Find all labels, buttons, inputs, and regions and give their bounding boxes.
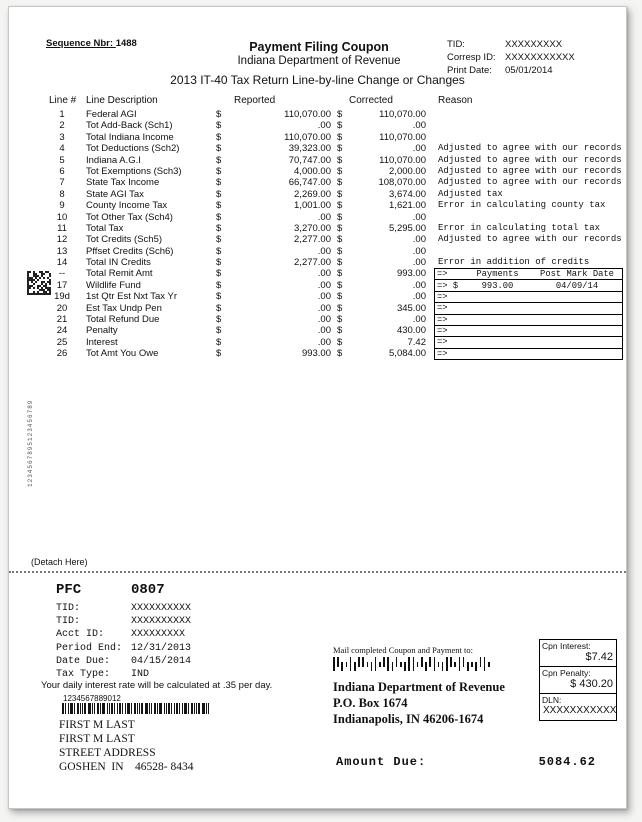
cell-description: Tot Credits (Sch5) xyxy=(86,234,163,246)
cell-line-num: 19d xyxy=(54,291,70,303)
cell-reported: .00 xyxy=(317,120,331,132)
arrow-icon: => xyxy=(437,303,448,314)
coupon-field-row xyxy=(56,602,191,615)
sequence-number xyxy=(46,38,137,49)
coupon-field-label: TID: xyxy=(56,616,81,628)
mail-instruction: Mail completed Coupon and Payment to: xyxy=(333,645,473,655)
cell-corrected: .00 xyxy=(412,279,426,291)
table-row xyxy=(9,200,626,211)
cell-currency: $ xyxy=(337,131,343,143)
coupon-field-label: Tax Type: xyxy=(56,669,111,681)
perforation-line xyxy=(9,571,626,573)
payments-column-header: Payments xyxy=(476,269,519,280)
cell-corrected: 110,070.00 xyxy=(379,131,426,143)
cell-corrected: 5,084.00 xyxy=(389,348,426,360)
cell-reason: Error in calculating county tax xyxy=(438,200,606,211)
cell-description: Tot Add-Back (Sch1) xyxy=(86,120,173,132)
cell-line-num: 25 xyxy=(56,336,68,348)
cell-currency: $ xyxy=(216,165,222,177)
cell-corrected: .00 xyxy=(412,257,426,269)
cell-currency: $ xyxy=(216,268,222,280)
payments-box-empty-row xyxy=(435,349,622,359)
cell-currency: $ xyxy=(337,143,343,155)
cell-description: State Tax Income xyxy=(86,177,160,189)
cell-currency: $ xyxy=(337,188,343,200)
cell-reported: 70,747.00 xyxy=(288,154,331,166)
box-label: Cpn Interest: xyxy=(542,641,591,651)
table-row xyxy=(9,257,626,268)
meta-label: TID: xyxy=(447,39,465,50)
cell-line-num: 17 xyxy=(56,279,68,291)
cell-currency: $ xyxy=(337,177,343,189)
cell-corrected: .00 xyxy=(412,245,426,257)
datamatrix-barcode-icon xyxy=(27,271,53,297)
payment-amount: 993.00 xyxy=(481,280,514,291)
coupon-field-value: IND xyxy=(131,669,150,681)
document-header xyxy=(149,40,489,68)
table-row xyxy=(9,223,626,234)
cell-description: Tot Amt You Owe xyxy=(86,348,159,360)
column-reason: Reason xyxy=(438,95,473,106)
cell-reported: .00 xyxy=(317,336,331,348)
cell-currency: $ xyxy=(337,234,343,246)
meta-value: XXXXXXXXXXX xyxy=(505,52,575,63)
cell-currency: $ xyxy=(337,279,343,291)
table-row xyxy=(9,120,626,131)
table-row xyxy=(9,132,626,143)
column-corrected: Corrected xyxy=(349,95,393,106)
cell-currency: $ xyxy=(337,109,343,120)
margin-sequence-number: 1234567895123456789 xyxy=(27,399,34,487)
header-meta-row xyxy=(447,51,575,64)
cell-line-num: 5 xyxy=(59,154,65,166)
cell-currency: $ xyxy=(216,257,222,269)
cell-currency: $ xyxy=(216,279,222,291)
address-line: FIRST M LAST xyxy=(59,719,135,731)
box-value: $7.42 xyxy=(585,651,613,663)
cell-description: Tot Exemptions (Sch3) xyxy=(86,165,182,177)
postmark-date: 04/09/14 xyxy=(555,280,599,291)
cell-currency: $ xyxy=(216,302,222,314)
cell-line-num: 8 xyxy=(59,188,65,200)
cell-description: Indiana A.G.I xyxy=(86,154,141,166)
cell-currency: $ xyxy=(216,211,222,223)
cell-line-num: 13 xyxy=(56,245,68,257)
postal-barcode-icon xyxy=(333,657,493,671)
mail-to-line: Indianapolis, IN 46206-1674 xyxy=(333,712,484,726)
table-row xyxy=(9,189,626,200)
cell-reported: .00 xyxy=(317,245,331,257)
table-row xyxy=(9,212,626,223)
cell-currency: $ xyxy=(337,314,343,326)
cell-reason: Adjusted to agree with our records xyxy=(438,234,622,245)
payments-box-empty-row xyxy=(435,303,622,314)
coupon-amount-box xyxy=(539,693,617,721)
cell-description: Federal AGI xyxy=(86,109,137,120)
cell-currency: $ xyxy=(216,154,222,166)
cell-currency: $ xyxy=(337,336,343,348)
coupon-fields xyxy=(56,602,191,681)
cell-currency: $ xyxy=(216,188,222,200)
arrow-icon: => xyxy=(437,314,448,325)
cell-corrected: 430.00 xyxy=(396,325,426,337)
cell-reported: .00 xyxy=(317,314,331,326)
cell-reported: 1,001.00 xyxy=(294,200,331,212)
sequence-value: 1488 xyxy=(115,38,137,49)
cell-corrected: 1,621.00 xyxy=(389,200,426,212)
coupon-field-row xyxy=(56,628,191,641)
cell-line-num: 10 xyxy=(56,211,68,223)
coupon-field-value: XXXXXXXXXX xyxy=(131,603,192,614)
coupon-field-value: XXXXXXXXXX xyxy=(131,616,192,628)
mail-to-line: Indiana Department of Revenue xyxy=(333,680,505,694)
cell-description: County Income Tax xyxy=(86,200,168,212)
cell-line-num: 26 xyxy=(56,348,68,360)
arrow-icon: => xyxy=(437,291,448,302)
cell-currency: $ xyxy=(337,325,343,337)
cell-reason: Adjusted to agree with our records xyxy=(438,165,622,176)
payments-box-empty-row xyxy=(435,315,622,326)
document-heading: 2013 IT-40 Tax Return Line-by-line Change or Changes xyxy=(170,73,465,87)
cell-corrected: .00 xyxy=(412,211,426,223)
cell-currency: $ xyxy=(337,257,343,269)
table-row xyxy=(9,109,626,120)
cell-description: Total Refund Due xyxy=(86,314,160,326)
cell-corrected: 2,000.00 xyxy=(389,165,426,177)
arrow-icon: => xyxy=(437,269,448,280)
cell-description: State AGI Tax xyxy=(86,188,144,200)
cell-corrected: 993.00 xyxy=(396,268,426,280)
table-row xyxy=(9,246,626,257)
detach-here-label: (Detach Here) xyxy=(31,557,88,567)
cell-corrected: 110,070.00 xyxy=(379,154,426,166)
cell-description: Total Remit Amt xyxy=(86,268,153,280)
cell-corrected: .00 xyxy=(412,120,426,132)
sequence-label: Sequence Nbr: xyxy=(46,38,116,49)
cell-reported: 2,277.00 xyxy=(294,257,331,269)
cell-line-num: 9 xyxy=(59,200,65,212)
column-line-num: Line # xyxy=(49,95,77,106)
cell-currency: $ xyxy=(216,314,222,326)
cell-corrected: 345.00 xyxy=(396,302,426,314)
cell-reported: 110,070.00 xyxy=(284,109,331,120)
table-row xyxy=(9,166,626,177)
cell-description: Interest xyxy=(86,336,118,348)
cell-line-num: 21 xyxy=(56,314,68,326)
cell-currency: $ xyxy=(216,200,222,212)
arrow-icon: => xyxy=(437,337,448,348)
amount-due-label: Amount Due: xyxy=(336,755,427,769)
cell-corrected: .00 xyxy=(412,234,426,246)
cell-currency: $ xyxy=(216,120,222,132)
cell-reported: .00 xyxy=(317,325,331,337)
cell-description: Total IN Credits xyxy=(86,257,151,269)
coupon-field-label: Acct ID: xyxy=(56,629,105,641)
cell-corrected: 110,070.00 xyxy=(379,109,426,120)
cell-reported: 2,269.00 xyxy=(294,188,331,200)
payments-box-empty-row xyxy=(435,326,622,337)
barcode-number: 1234567889012 xyxy=(63,694,121,703)
box-label: DLN: xyxy=(542,695,562,705)
cell-reason: Adjusted to agree with our records xyxy=(438,143,622,154)
cell-reported: .00 xyxy=(317,291,331,303)
cell-reported: 2,277.00 xyxy=(294,234,331,246)
cell-reported: .00 xyxy=(317,302,331,314)
cell-corrected: 3,674.00 xyxy=(389,188,426,200)
postmark-column-header: Post Mark Date xyxy=(540,269,614,280)
coupon-amount-boxes xyxy=(539,639,617,721)
amount-due-value: 5084.62 xyxy=(538,755,596,769)
cell-currency: $ xyxy=(216,348,222,360)
cell-currency: $ xyxy=(337,165,343,177)
mail-to-address-block xyxy=(333,679,505,727)
cell-currency: $ xyxy=(216,234,222,246)
cell-corrected: .00 xyxy=(412,314,426,326)
cell-currency: $ xyxy=(337,154,343,166)
header-meta xyxy=(447,38,575,77)
table-row xyxy=(9,143,626,154)
cell-reason: Adjusted to agree with our records xyxy=(438,154,622,165)
document-page xyxy=(8,6,627,809)
coupon-field-row xyxy=(56,615,191,628)
coupon-amount-box xyxy=(539,666,617,694)
cell-currency: $ xyxy=(216,177,222,189)
cell-line-num: 14 xyxy=(56,257,68,269)
cell-currency: $ xyxy=(216,109,222,120)
cell-line-num: 3 xyxy=(59,131,65,143)
cell-currency: $ xyxy=(216,245,222,257)
page-title: Payment Filing Coupon xyxy=(249,40,389,54)
cell-description: Est Tax Undp Pen xyxy=(86,302,162,314)
cell-description: Total Indiana Income xyxy=(86,131,174,143)
coupon-field-row xyxy=(56,642,191,655)
box-value: XXXXXXXXXXX xyxy=(543,705,617,716)
cell-reported: 110,070.00 xyxy=(284,131,331,143)
cell-line-num: -- xyxy=(58,268,66,280)
cell-line-num: 7 xyxy=(59,177,65,189)
cell-currency: $ xyxy=(337,245,343,257)
address-line: FIRST M LAST xyxy=(59,733,135,745)
daily-interest-note: Your daily interest rate will be calculated at .35 per day. xyxy=(41,680,273,691)
cell-description: Total Tax xyxy=(86,222,124,234)
cell-currency: $ xyxy=(216,291,222,303)
cell-description: Tot Deductions (Sch2) xyxy=(86,143,180,155)
cell-corrected: 108,070.00 xyxy=(378,177,426,189)
cell-currency: $ xyxy=(216,131,222,143)
taxpayer-address-block xyxy=(59,718,193,774)
cell-currency: $ xyxy=(337,302,343,314)
cell-reported: 4,000.00 xyxy=(294,165,331,177)
cell-currency: $ xyxy=(216,336,222,348)
mail-to-line: P.O. Box 1674 xyxy=(333,696,408,710)
cell-corrected: 7.42 xyxy=(407,336,426,348)
cell-description: Pffset Credits (Sch6) xyxy=(86,245,174,257)
payments-box-empty-row xyxy=(435,292,622,303)
address-line: GOSHEN IN 46528- 8434 xyxy=(59,761,194,773)
cell-currency: $ xyxy=(216,222,222,234)
cell-corrected: 5,295.00 xyxy=(389,222,426,234)
cell-description: Tot Other Tax (Sch4) xyxy=(86,211,173,223)
cell-reason: Error in calculating total tax xyxy=(438,222,601,233)
form-code: PFC xyxy=(56,582,82,598)
table-row xyxy=(9,234,626,245)
payments-box xyxy=(434,268,623,360)
cell-line-num: 1 xyxy=(59,109,65,120)
cell-currency: $ xyxy=(337,291,343,303)
cell-description: 1st Qtr Est Nxt Tax Yr xyxy=(86,291,177,303)
cell-line-num: 24 xyxy=(56,325,68,337)
cell-reported: .00 xyxy=(317,211,331,223)
agency-name: Indiana Department of Revenue xyxy=(237,55,401,67)
column-reported: Reported xyxy=(234,95,276,106)
cell-line-num: 12 xyxy=(56,234,68,246)
cell-currency: $ xyxy=(337,211,343,223)
cell-reason: Adjusted to agree with our records xyxy=(438,177,622,188)
table-row xyxy=(9,155,626,166)
coupon-field-label: Period End: xyxy=(56,642,123,654)
form-number: 0807 xyxy=(131,582,165,598)
table-column-headers xyxy=(9,95,626,107)
meta-value: 05/01/2014 xyxy=(505,65,553,76)
coupon-field-value: 12/31/2013 xyxy=(131,642,192,654)
column-description: Line Description xyxy=(86,95,158,106)
coupon-field-label: Date Due: xyxy=(56,655,111,667)
cell-currency: $ xyxy=(337,348,343,360)
cell-reported: 3,270.00 xyxy=(294,222,331,234)
arrow-icon: => xyxy=(437,326,448,337)
meta-label: Print Date: xyxy=(447,65,492,76)
payments-box-header xyxy=(435,269,622,280)
cell-reported: .00 xyxy=(317,279,331,291)
box-value: $ 430.20 xyxy=(570,678,613,690)
cell-line-num: 11 xyxy=(57,222,67,234)
coupon-field-row xyxy=(56,655,191,668)
cell-reason: Adjusted tax xyxy=(438,188,503,199)
cell-currency: $ xyxy=(337,268,343,280)
meta-value: XXXXXXXXX xyxy=(505,39,563,50)
cell-reason: Error in addition of credits xyxy=(438,257,590,268)
cell-currency: $ xyxy=(337,120,343,132)
coupon-amount-box xyxy=(539,639,617,667)
cell-corrected: .00 xyxy=(412,143,426,155)
cell-corrected: .00 xyxy=(412,291,426,303)
arrow-icon: => xyxy=(437,348,448,359)
cell-reported: 993.00 xyxy=(301,348,331,360)
payments-box-entry xyxy=(435,280,622,291)
cell-line-num: 2 xyxy=(59,120,65,132)
cell-currency: $ xyxy=(216,143,222,155)
arrow-icon: => $ xyxy=(437,280,459,291)
cell-line-num: 6 xyxy=(59,165,65,177)
cell-description: Wildlife Fund xyxy=(86,279,141,291)
cell-line-num: 4 xyxy=(59,143,65,155)
cell-reported: 66,747.00 xyxy=(288,177,331,189)
cell-currency: $ xyxy=(337,200,343,212)
header-meta-row xyxy=(447,38,575,51)
coupon-field-label: TID: xyxy=(56,603,81,614)
coupon-field-value: XXXXXXXXX xyxy=(131,629,186,641)
cell-currency: $ xyxy=(337,222,343,234)
cell-reported: 39,323.00 xyxy=(288,143,331,155)
box-label: Cpn Penalty: xyxy=(542,668,591,678)
cell-reported: .00 xyxy=(317,268,331,280)
cell-currency: $ xyxy=(216,325,222,337)
payments-box-empty-row xyxy=(435,337,622,348)
meta-label: Corresp ID: xyxy=(447,52,496,63)
table-row xyxy=(9,177,626,188)
cell-description: Penalty xyxy=(86,325,118,337)
address-line: STREET ADDRESS xyxy=(59,747,156,759)
coupon-field-value: 04/15/2014 xyxy=(131,655,192,667)
cell-line-num: 20 xyxy=(56,302,68,314)
linear-barcode-icon xyxy=(62,703,266,714)
